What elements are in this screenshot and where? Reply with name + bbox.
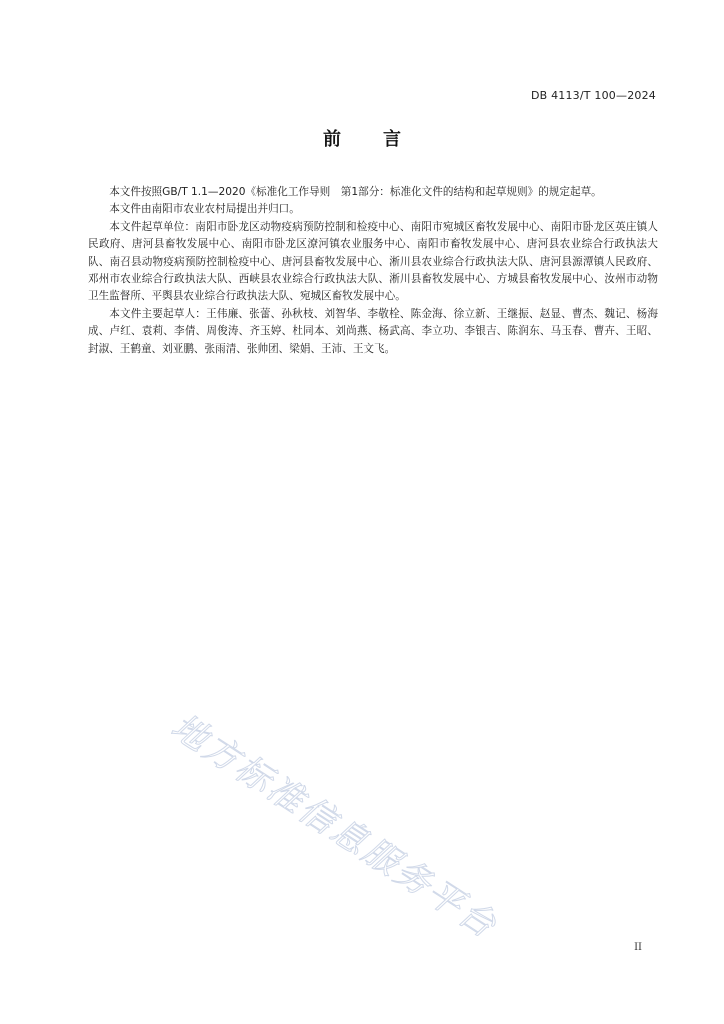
page-title: 前言 [323,129,443,150]
document-code: DB 4113/T 100—2024 [530,89,656,102]
watermark: 地方标准信息服务平台 [163,706,505,948]
paragraph-main-drafters: 本文件主要起草人：王伟廉、张蕾、孙秋枝、刘智华、李敬栓、陈金海、徐立新、王继振、赵显、曹杰、魏记、杨海成、卢红、袁莉、李倩、周俊涛、齐玉婷、杜同本、刘尚燕、杨武高、李立功、李银吉、陈润东、马玉春、曹卉、王昭、封淑、王鹤童、刘亚鹏、张雨清、张帅团、梁娟、王沛、王文飞。 [88,307,658,355]
paragraph-drafting-units: 本文件起草单位：南阳市卧龙区动物疫病预防控制和检疫中心、南阳市宛城区畜牧发展中心、南阳市卧龙区英庄镇人民政府、唐河县畜牧发展中心、南阳市卧龙区潦河镇农业服务中心、南阳市畜牧发展中心、唐河县农业综合行政执法大队、南召县动物疫病预防控制检疫中心、唐河县畜牧发展中心、淅川县农业综合行政执法大队、唐河县源潭镇人民政府、邓州市农业综合行政执法大队、西峡县农业综合行政执法大队、淅川县畜牧发展中心、方城县畜牧发展中心、汝州市动物卫生监督所、平舆县农业综合行政执法大队、宛城区畜牧发展中心。 [88,220,658,303]
paragraph-proposer: 本文件由南阳市农业农村局提出并归口。 [109,203,300,216]
foreword-body [88,184,658,358]
page-number: II [634,942,642,953]
paragraph-drafting-rules: 本文件按照GB/T 1.1—2020《标准化工作导则 第1部分：标准化文件的结构和起草规则》的规定起草。 [109,186,602,198]
